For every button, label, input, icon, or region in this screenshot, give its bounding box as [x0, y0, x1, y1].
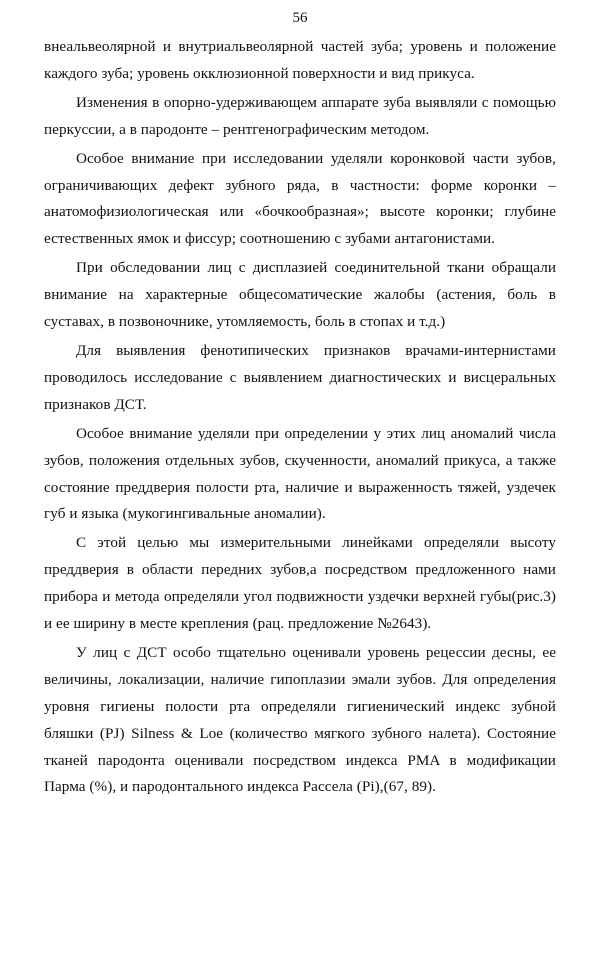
paragraph-6: Особое внимание уделяли при определении у этих лиц аномалий числа зубов, положения отдельных зубов, скученности, аномалий прикуса, а также состояние преддверия полости рта, наличие и выраженность тяжей, уздечек губ и языка (мукогингивальные аномалии). [44, 424, 556, 523]
paragraph-7: С этой целью мы измерительными линейками определяли высоту преддверия в области передних зубов,а посредством предложенного нами прибора и метода определяли угол подвижности уздечки верхней губы(рис.3) и ее ширину в месте крепления (рац. предложение №2643). [44, 534, 556, 633]
paragraph-4: При обследовании лиц с дисплазией соединительной ткани обращали внимание на характерные общесоматические жалобы (астения, боль в суставах, в позвоночнике, утомляемость, боль в стопах и т.д.) [44, 259, 556, 331]
page-number: 56 [292, 10, 308, 26]
paragraph-2: Изменения в опорно-удерживающем аппарате зуба выявляли с помощью перкуссии, а в пародонте – рентгенографическим методом. [44, 93, 556, 138]
paragraph-5: Для выявления фенотипических признаков врачами-интернистами проводилось исследование с выявлением диагностических и висцеральных признаков ДСТ. [44, 341, 556, 413]
paragraph-8: У лиц с ДСТ особо тщательно оценивали уровень рецессии десны, ее величины, локализации, наличие гипоплазии эмали зубов. Для определения уровня гигиены полости рта определяли гигиенический индекс зубной бляшки (PJ) Silness & Loe (количество мягкого зубного налета). Состояние тканей пародонта оценивали посредством индекса PMA в модификации Парма (%), и пародонтального индекса Рассела (Pi),(67, 89). [44, 643, 556, 796]
paragraph-3: Особое внимание при исследовании уделяли коронковой части зубов, ограничивающих дефект зубного ряда, в частности: форме коронки – анатомофизиологическая или «бочкообразная»; высоте коронки; глубине естественных ямок и фиссур; соотношению с зубами антагонистами. [44, 149, 556, 248]
document-body [44, 34, 556, 803]
paragraph-1: внеальвеолярной и внутриальвеолярной частей зуба; уровень и положение каждого зуба; уровень окклюзионной поверхности и вид прикуса. [44, 38, 556, 82]
